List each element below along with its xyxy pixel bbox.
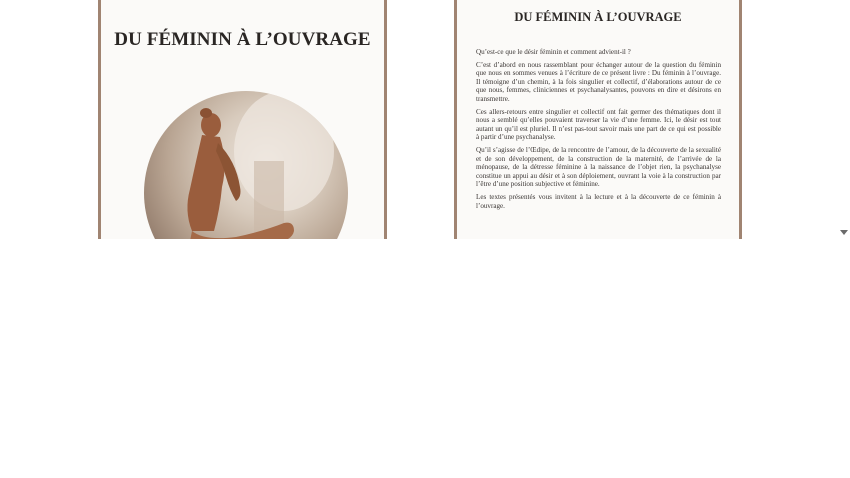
blurb-paragraph: C’est d’abord en nous rassemblant pour échanger autour de la question du féminin que nous en sommes venues à l’écriture de ce présent livre : Du féminin à l’ouvrage. Il témoigne d’un chemin, à la fois singulier et collectif, d’élaborations autour de ce que nous, femmes, cliniciennes et psychanalysantes, pouvons en dire et désirons en transmettre. xyxy=(476,60,721,103)
blurb-paragraph: Qu’il s’agisse de l’Œdipe, de la rencontre de l’amour, de la découverte de la sexualité et de son développement, de la construction de la maternité, de l’arrivée de la ménopause, de la détresse féminine à la naissance de l’objet rien, la psychanalyse constitue un appui au désir et à son déploiement, ouvrant la voie à la construction par l’être d’une position subjective et féminine. xyxy=(476,145,721,189)
scroll-down-arrow-icon[interactable] xyxy=(840,230,848,235)
blurb-paragraph: Qu’est-ce que le désir féminin et comment advient-il ? xyxy=(476,48,631,56)
cover-sculpture-image xyxy=(144,91,348,239)
back-cover-page xyxy=(454,0,742,239)
back-cover-blurb xyxy=(476,48,721,214)
front-cover-title: DU FÉMININ À L’OUVRAGE xyxy=(114,29,371,50)
back-cover-title: DU FÉMININ À L’OUVRAGE xyxy=(514,10,682,24)
blurb-paragraph: Ces allers-retours entre singulier et collectif ont fait germer des thématiques dont il nous a semblé qu’elles pouvaient traverser la vie d’une femme. Ici, le désir est tout autant un qu’il est pluriel. Il n’est pas-tout savoir mais une part de ce qui est possible à partir d’une psychanalyse. xyxy=(476,107,721,142)
front-cover-page xyxy=(98,0,387,239)
blurb-paragraph: Les textes présentés vous invitent à la lecture et à la découverte de ce féminin à l’ouvrage. xyxy=(476,192,721,210)
sculpture-illustration xyxy=(144,91,348,239)
